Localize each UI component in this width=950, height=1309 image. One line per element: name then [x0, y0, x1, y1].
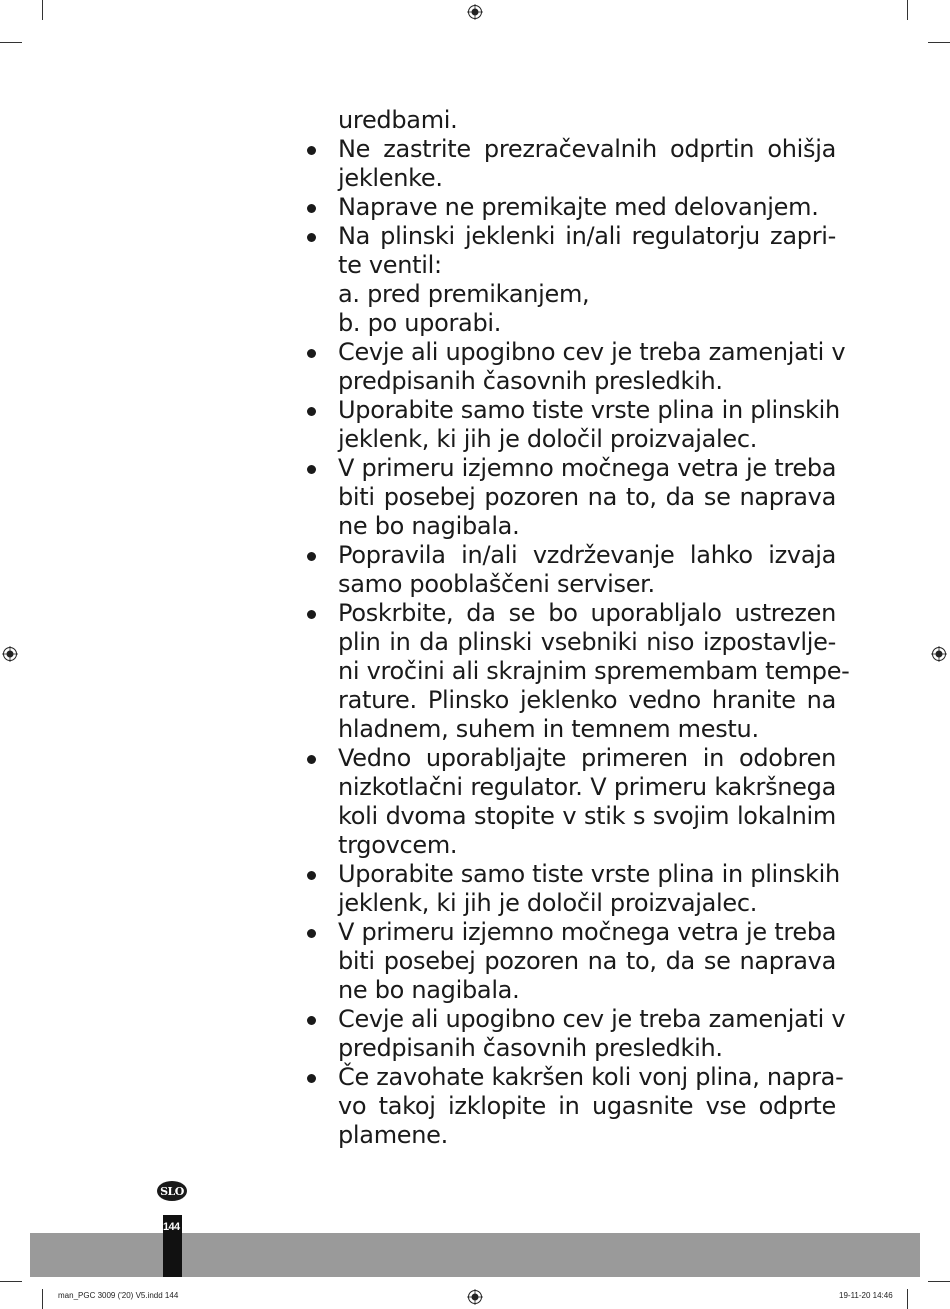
line-text: nizkotlačni regulator. V primeru kakršnega — [338, 773, 836, 801]
line-text: b. po uporabi. — [338, 309, 502, 337]
line-text: Cevje ali upogibno cev je treba zamenjati v — [338, 338, 846, 366]
text-line — [306, 802, 836, 831]
safety-instructions-text — [306, 106, 850, 1150]
line-text: Cevje ali upogibno cev je treba zamenjati v — [338, 1005, 846, 1033]
line-text: Vedno uporabljajte primeren in odobren — [338, 744, 836, 772]
text-line — [306, 367, 836, 396]
line-text: uredbami. — [338, 106, 458, 134]
text-line — [306, 280, 836, 309]
page-number: 144 — [163, 1221, 180, 1233]
slug-file-name: man_PGC 3009 ('20) V5.indd 144 — [58, 1291, 179, 1300]
text-line — [306, 628, 836, 657]
bullet-line — [306, 454, 836, 483]
line-text: predpisanih časovnih presledkih. — [338, 367, 723, 395]
line-text: Naprave ne premikajte med delovanjem. — [338, 193, 819, 221]
crop-mark — [42, 1289, 43, 1309]
line-text: jeklenke. — [338, 164, 443, 192]
line-text: Uporabite samo tiste vrste plina in plinskih — [338, 860, 840, 888]
text-line — [306, 1034, 836, 1063]
bullet-line — [306, 541, 836, 570]
line-text: samo pooblaščeni serviser. — [338, 570, 655, 598]
bullet-line — [306, 744, 836, 773]
line-text: V primeru izjemno močnega vetra je treba — [338, 918, 837, 946]
bullet-line — [306, 599, 836, 628]
text-line — [306, 686, 836, 715]
text-line — [306, 889, 836, 918]
line-text: Uporabite samo tiste vrste plina in plinskih — [338, 396, 840, 424]
line-text: ne bo nagibala. — [338, 512, 520, 540]
line-text: biti posebej pozoren na to, da se naprava — [338, 947, 836, 975]
text-line — [306, 715, 836, 744]
line-text: ni vročini ali skrajnim spremembam tempe- — [338, 657, 850, 685]
text-line — [306, 831, 836, 860]
crop-mark — [928, 42, 950, 43]
line-text: ne bo nagibala. — [338, 976, 520, 1004]
bullet-line — [306, 860, 840, 889]
line-text: koli dvoma stopite v stik s svojim lokalnim — [338, 802, 836, 830]
line-text: Na plinski jeklenki in/ali regulatorju zapri- — [338, 222, 836, 250]
registration-mark-icon — [467, 4, 483, 20]
crop-mark — [42, 0, 43, 20]
text-line — [306, 570, 836, 599]
line-text: te ventil: — [338, 251, 442, 279]
text-line — [306, 512, 836, 541]
line-text: Popravila in/ali vzdrževanje lahko izvaja — [338, 541, 836, 569]
text-line — [306, 947, 836, 976]
registration-mark-icon — [467, 1289, 483, 1305]
bullet-line — [306, 135, 836, 164]
line-text: Poskrbite, da se bo uporabljalo ustrezen — [338, 599, 836, 627]
crop-mark — [0, 1281, 22, 1282]
crop-mark — [928, 1281, 950, 1282]
crop-mark — [907, 1289, 908, 1309]
line-text: biti posebej pozoren na to, da se naprava — [338, 483, 836, 511]
language-badge: SLO — [157, 1181, 187, 1201]
bullet-line — [306, 338, 846, 367]
slug-date: 19-11-20 14:46 — [839, 1291, 893, 1300]
text-line — [306, 976, 836, 1005]
text-line — [306, 425, 836, 454]
line-text: plamene. — [338, 1121, 448, 1149]
text-line — [306, 483, 836, 512]
line-text: jeklenk, ki jih je določil proizvajalec. — [338, 889, 758, 917]
crop-mark — [907, 0, 908, 20]
line-text: plin in da plinski vsebniki niso izpostavlje- — [338, 628, 836, 656]
line-text: Če zavohate kakršen koli vonj plina, napra- — [338, 1063, 844, 1091]
line-text: V primeru izjemno močnega vetra je treba — [338, 454, 837, 482]
line-text: rature. Plinsko jeklenko vedno hranite na — [338, 686, 836, 714]
line-text: hladnem, suhem in temnem mestu. — [338, 715, 759, 743]
line-text: predpisanih časovnih presledkih. — [338, 1034, 723, 1062]
text-line — [306, 251, 836, 280]
registration-mark-icon — [2, 646, 18, 662]
crop-mark — [0, 42, 22, 43]
bullet-line — [306, 396, 840, 425]
text-line — [306, 657, 850, 686]
bullet-line — [306, 1063, 844, 1092]
line-text: jeklenk, ki jih je določil proizvajalec. — [338, 425, 758, 453]
text-line — [306, 164, 836, 193]
line-text: trgovcem. — [338, 831, 458, 859]
bullet-line — [306, 193, 836, 222]
line-text: a. pred premikanjem, — [338, 280, 590, 308]
line-text: Ne zastrite prezračevalnih odprtin ohišja — [338, 135, 836, 163]
text-line — [306, 773, 836, 802]
text-line — [306, 1121, 836, 1150]
text-line — [306, 106, 836, 135]
text-line — [306, 309, 836, 338]
bullet-line — [306, 1005, 846, 1034]
bullet-line — [306, 222, 836, 251]
line-text: vo takoj izklopite in ugasnite vse odprte — [338, 1092, 836, 1120]
bullet-line — [306, 918, 836, 947]
text-line — [306, 1092, 836, 1121]
registration-mark-icon — [931, 646, 947, 662]
